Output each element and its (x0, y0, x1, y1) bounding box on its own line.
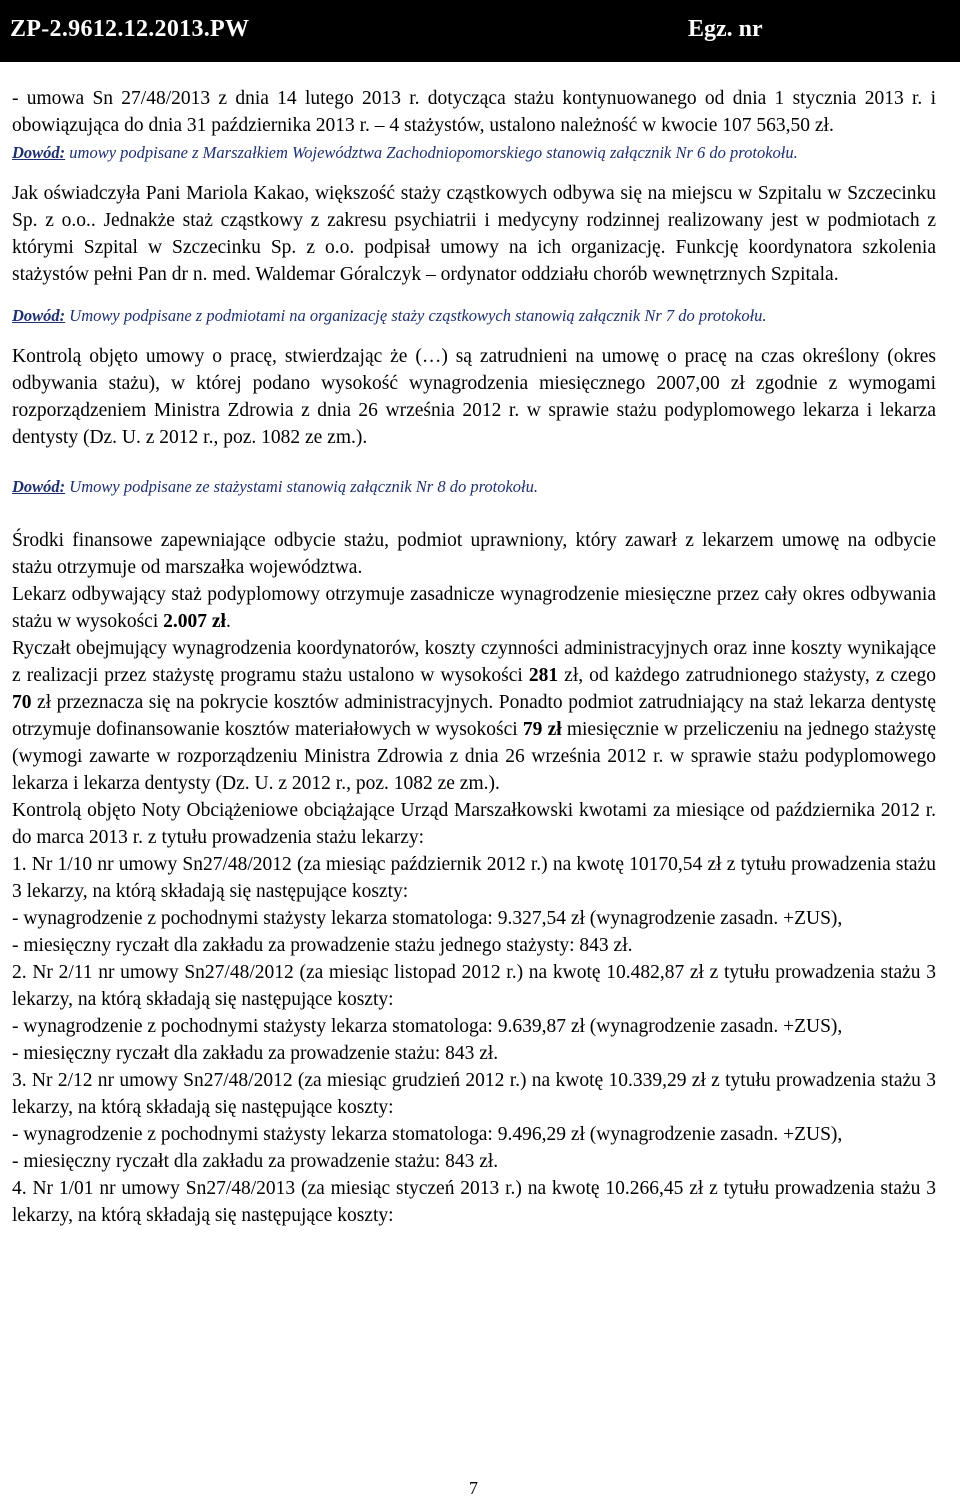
debit-note-cost-salary: - wynagrodzenie z pochodnymi stażysty lekarza stomatologa: 9.496,29 zł (wynagrodzenie zasadn. +ZUS), (12, 1124, 843, 1145)
paragraph-partial-internships: Jak oświadczyła Pani Mariola Kakao, większość staży cząstkowych odbywa się na miejscu w Szpitalu w Szczecinku Sp. z o.o.. Jednakże staż cząstkowy z zakresu psychiatrii i medycyny rodzinnej realizowany jest w podmiotach z którymi Szpital w Szczecinku Sp. z o.o. podpisał umowy na ich organizację. Funkcję koordynatora szkolenia stażystów pełni Pan dr n. med. Waldemar Góralczyk – ordynator oddziału chorób wewnętrznych Szpitala. (12, 183, 936, 285)
page-number: 7 (469, 1478, 478, 1498)
debit-note-heading: 1. Nr 1/10 nr umowy Sn27/48/2012 (za miesiąc październik 2012 r.) na kwotę 10170,54 zł z tytułu prowadzenia stażu 3 lekarzy, na którą składają się następujące koszty: (12, 854, 936, 902)
debit-note-item (12, 851, 936, 959)
page-header (0, 0, 960, 62)
document-body (12, 85, 936, 1229)
evidence-label: Dowód: (12, 477, 66, 496)
debit-note-cost-salary: - wynagrodzenie z pochodnymi stażysty lekarza stomatologa: 9.639,87 zł (wynagrodzenie zasadn. +ZUS), (12, 1016, 843, 1037)
debit-note-heading: 2. Nr 2/11 nr umowy Sn27/48/2012 (za miesiąc listopad 2012 r.) na kwotę 10.482,87 zł z tytułu prowadzenia stażu 3 lekarzy, na którą składają się następujące koszty: (12, 962, 936, 1010)
paragraph-contract-info: - umowa Sn 27/48/2013 z dnia 14 lutego 2013 r. dotycząca stażu kontynuowanego od dnia 1 stycznia 2013 r. i obowiązująca do dnia 31 października 2013 r. – 4 stażystów, ustalono należność w kwocie 107 563,50 zł. (12, 88, 936, 136)
lump-sum-amount: 281 (528, 665, 559, 686)
copy-number-label: Egz. nr (688, 16, 763, 42)
admin-cost-amount: 70 (12, 692, 32, 713)
paragraph-debit-notes-intro: Kontrolą objęto Noty Obciążeniowe obciążające Urząd Marszałkowski kwotami za miesiące od października 2012 r. do marca 2013 r. z tytułu prowadzenia stażu lekarzy: (12, 800, 936, 848)
debit-note-item (12, 959, 936, 1067)
paragraph-salary: Lekarz odbywający staż podyplomowy otrzymuje zasadnicze wynagrodzenie miesięczne przez cały okres odbywania stażu w wysokości 2.007 zł. (12, 584, 936, 632)
debit-note-cost-lump-sum: - miesięczny ryczałt dla zakładu za prowadzenie stażu: 843 zł. (12, 1043, 499, 1064)
debit-note-heading: 3. Nr 2/12 nr umowy Sn27/48/2012 (za miesiąc grudzień 2012 r.) na kwotę 10.339,29 zł z tytułu prowadzenia stażu 3 lekarzy, na którą składają się następujące koszty: (12, 1070, 936, 1118)
material-cost-amount: 79 zł (522, 719, 562, 740)
debit-note-cost-lump-sum: - miesięczny ryczałt dla zakładu za prowadzenie stażu jednego stażysty: 843 zł. (12, 935, 633, 956)
evidence-text: Umowy podpisane ze stażystami stanowią załącznik Nr 8 do protokołu. (65, 477, 539, 496)
evidence-note-3 (12, 473, 936, 500)
debit-note-cost-lump-sum: - miesięczny ryczałt dla zakładu za prowadzenie stażu: 843 zł. (12, 1151, 499, 1172)
evidence-note-1 (12, 139, 936, 166)
document-id: ZP-2.9612.12.2013.PW (10, 16, 250, 42)
debit-note-cost-salary: - wynagrodzenie z pochodnymi stażysty lekarza stomatologa: 9.327,54 zł (wynagrodzenie zasadn. +ZUS), (12, 908, 843, 929)
debit-note-heading-4: 4. Nr 1/01 nr umowy Sn27/48/2013 (za miesiąc styczeń 2013 r.) na kwotę 10.266,45 zł z tytułu prowadzenia stażu 3 lekarzy, na którą składają się następujące koszty: (12, 1178, 936, 1226)
evidence-text: Umowy podpisane z podmiotami na organizację staży cząstkowych stanowią załącznik Nr 7 do protokołu. (65, 306, 767, 325)
evidence-label: Dowód: (12, 306, 66, 325)
evidence-label: Dowód: (12, 143, 66, 162)
evidence-text: umowy podpisane z Marszałkiem Województwa Zachodniopomorskiego stanowią załącznik Nr 6 do protokołu. (65, 143, 798, 162)
debit-note-item (12, 1067, 936, 1175)
evidence-note-2 (12, 302, 936, 329)
paragraph-employment-contracts: Kontrolą objęto umowy o pracę, stwierdzając że (…) są zatrudnieni na umowę o pracę na czas określony (okres odbywania stażu), w której podano wysokość wynagrodzenia miesięcznego 2007,00 zł zgodnie z wymogami rozporządzeniem Ministra Zdrowia z dnia 26 września 2012 r. w sprawie stażu podyplomowego lekarza i lekarza dentysty (Dz. U. z 2012 r., poz. 1082 ze zm.). (12, 346, 936, 448)
salary-amount: 2.007 zł (163, 611, 226, 632)
paragraph-lump-sum: Ryczałt obejmujący wynagrodzenia koordynatorów, koszty czynności administracyjnych oraz inne koszty wynikające z realizacji przez stażystę programu stażu ustalono w wysokości 281 zł, od każdego zatrudnionego stażysty, z czego 70 zł przeznacza się na pokrycie kosztów administracyjnych. Ponadto podmiot zatrudniający na staż lekarza dentystę otrzymuje dofinansowanie kosztów materiałowych w wysokości 79 zł miesięcznie w przeliczeniu na jednego stażystę (wymogi zawarte w rozporządzeniu Ministra Zdrowia z dnia 26 września 2012 r. w sprawie stażu podyplomowego lekarza i lekarza dentysty (Dz. U. z 2012 r., poz. 1082 ze zm.). (12, 638, 936, 794)
paragraph-financing: Środki finansowe zapewniające odbycie stażu, podmiot uprawniony, który zawarł z lekarzem umowę na odbycie stażu otrzymuje od marszałka województwa. (12, 530, 936, 578)
